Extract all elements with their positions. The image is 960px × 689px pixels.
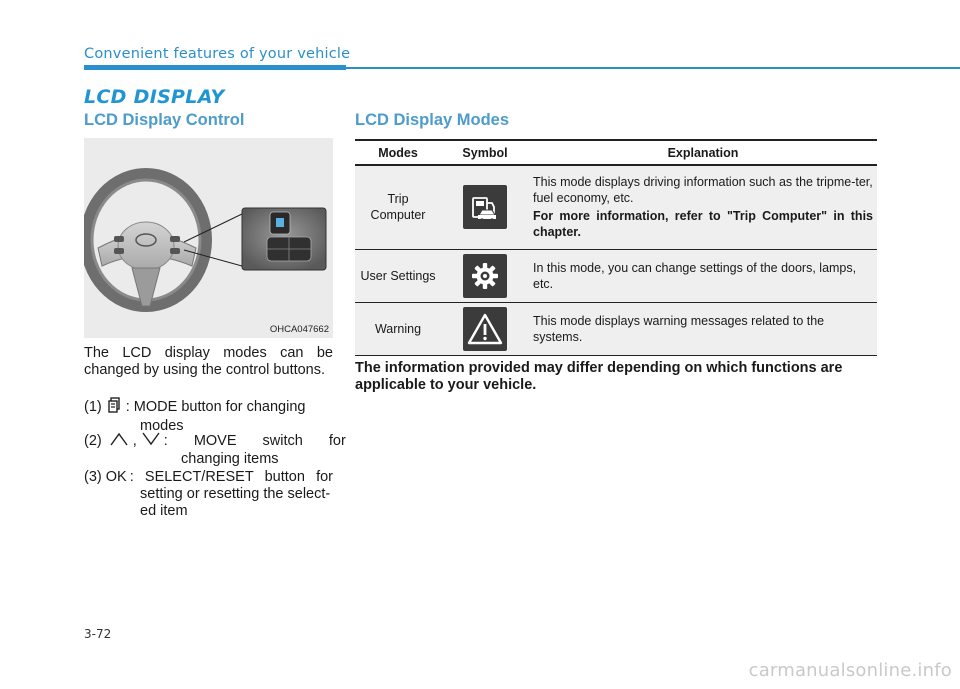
table-row	[355, 249, 877, 302]
list-item-move	[84, 432, 346, 468]
intro-line-2: changed by using the control buttons.	[84, 362, 326, 378]
watermark: carmanualsonline.info	[748, 660, 952, 681]
mode-name: Warning	[355, 302, 441, 355]
item-desc-line1: : SELECT/RESET button for	[129, 469, 333, 485]
table-row	[355, 302, 877, 355]
item-desc-line3: ed item	[140, 503, 188, 519]
symbol-cell	[441, 165, 529, 249]
page-number: 3-72	[84, 627, 112, 641]
explanation-cell	[529, 165, 877, 249]
item-number: (1)	[84, 399, 102, 415]
item-desc-line2: modes	[140, 418, 184, 434]
mode-name-line1: Trip	[387, 192, 409, 207]
warning-triangle-icon	[463, 307, 507, 351]
explanation-cell: This mode displays warning messages related to the systems.	[529, 302, 877, 355]
mode-name	[355, 165, 441, 249]
page-title: LCD DISPLAY	[84, 86, 225, 108]
item-desc-line2: changing items	[181, 451, 279, 467]
column-header-explanation: Explanation	[529, 140, 877, 165]
chapter-header: Convenient features of your vehicle	[84, 46, 351, 62]
table-row	[355, 165, 877, 249]
column-header-modes: Modes	[355, 140, 441, 165]
steering-wheel-photo	[84, 138, 333, 338]
item-desc-line2: setting or resetting the select-	[140, 486, 331, 502]
list-item-select-reset	[84, 469, 333, 520]
item-number: (2)	[84, 433, 102, 449]
header-rule-thin	[346, 67, 960, 69]
lcd-display-modes-heading: LCD Display Modes	[355, 111, 510, 129]
explanation-reference: For more information, refer to "Trip Computer" in this chapter.	[533, 209, 873, 240]
intro-line-1: The LCD display modes can be	[84, 345, 333, 361]
explanation-cell: In this mode, you can change settings of the doors, lamps, etc.	[529, 249, 877, 302]
lcd-display-control-heading: LCD Display Control	[84, 111, 245, 129]
mode-button-icon	[108, 397, 120, 418]
symbol-cell	[441, 302, 529, 355]
item-desc-line1: : MOVE switch for	[163, 433, 346, 449]
mode-name-line2: Computer	[370, 208, 426, 223]
column-header-symbol: Symbol	[441, 140, 529, 165]
image-caption: OHCA047662	[269, 324, 329, 335]
table-header-row	[355, 140, 877, 165]
lcd-modes-table	[355, 139, 877, 356]
chevron-up-icon	[110, 432, 128, 451]
mode-name: User Settings	[355, 249, 441, 302]
header-rule-thick	[84, 65, 346, 70]
symbol-cell	[441, 249, 529, 302]
list-item-mode	[84, 397, 333, 435]
steering-wheel-illustration	[84, 138, 333, 338]
explanation-text: This mode displays driving information such as the tripme-ter, fuel economy, etc.	[533, 175, 873, 206]
gear-icon	[463, 254, 507, 298]
item-number: (3) OK	[84, 469, 127, 485]
item-desc-line1: : MODE button for changing	[125, 399, 306, 415]
trip-computer-icon	[463, 185, 507, 229]
chevron-down-icon	[142, 432, 160, 451]
availability-note: The information provided may differ depending on which functions are applicable to your vehicle.	[355, 360, 843, 393]
item-separator: ,	[132, 433, 137, 449]
